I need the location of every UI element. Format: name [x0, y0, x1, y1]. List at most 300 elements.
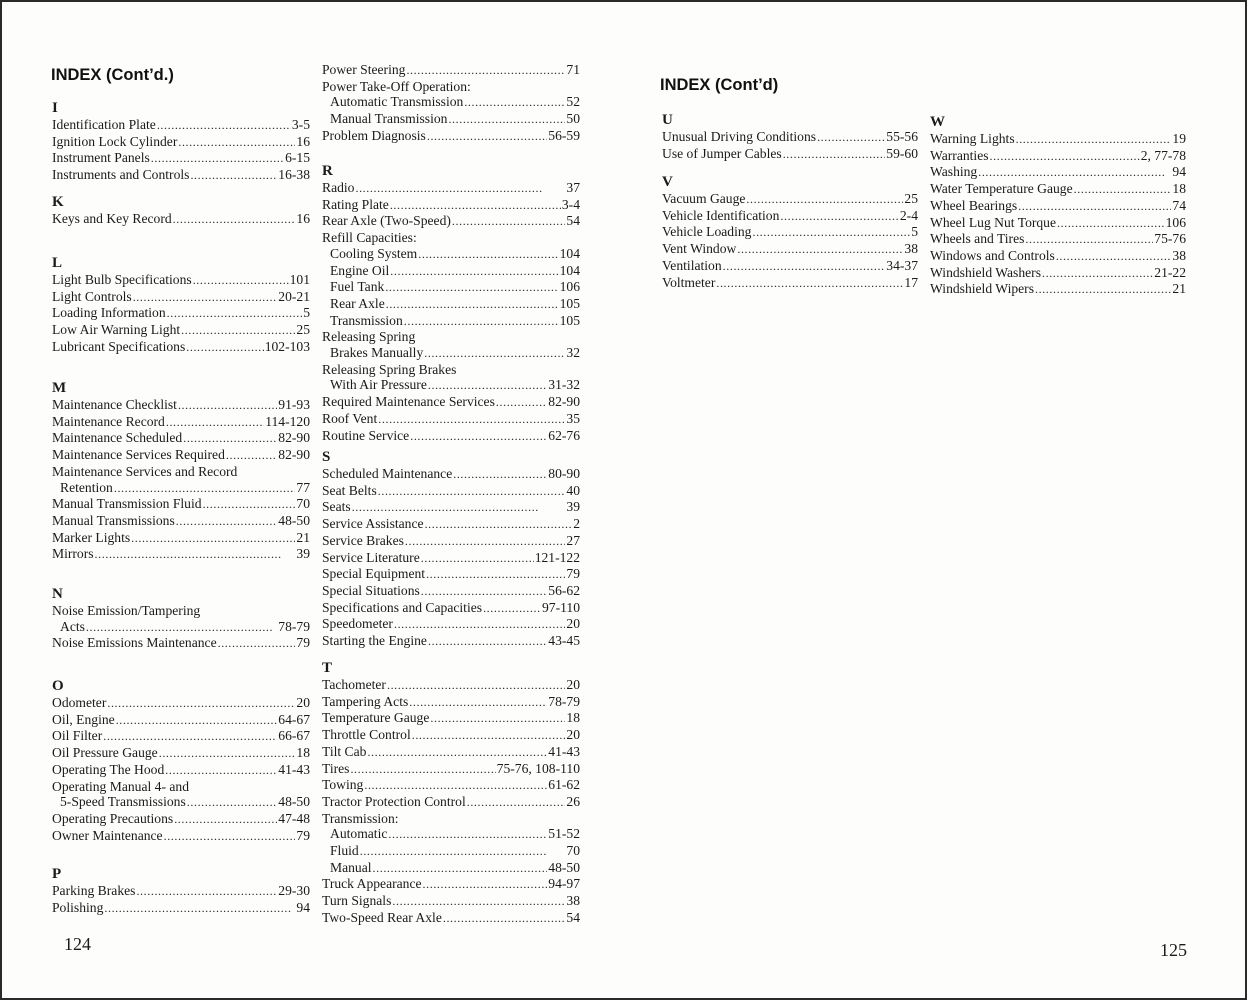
- entry-page-ref: 48-50: [548, 859, 580, 875]
- dot-leader: [452, 214, 566, 230]
- index-entry: [322, 377, 580, 394]
- index-section: [52, 678, 310, 844]
- index-section: [52, 255, 310, 356]
- entry-page-ref: 54: [566, 909, 580, 925]
- entry-title: Transmission: [330, 312, 403, 328]
- entry-title: Vehicle Loading: [662, 224, 752, 240]
- index-entry: [930, 131, 1186, 148]
- entry-title: Tractor Protection Control: [322, 793, 466, 809]
- index-entry: [322, 811, 580, 827]
- entry-page-ref: 105: [559, 295, 580, 311]
- dot-leader: [423, 877, 548, 893]
- entry-page-ref: 18: [566, 710, 580, 726]
- entry-page-ref: 79: [296, 635, 310, 651]
- right-index-column-1: [662, 112, 918, 290]
- entry-page-ref: 21-22: [1154, 264, 1186, 280]
- dot-leader: [390, 264, 558, 280]
- entry-title: Specifications and Capacities: [322, 599, 483, 615]
- entry-title: Rear Axle (Two-Speed): [322, 213, 451, 229]
- entry-title: Low Air Warning Light: [52, 322, 181, 338]
- entry-title: Mirrors: [52, 546, 94, 562]
- dot-leader: [136, 884, 277, 900]
- entry-page-ref: 16: [296, 133, 310, 149]
- index-entry: [322, 910, 580, 927]
- entry-page-ref: 50: [566, 111, 580, 127]
- entry-page-ref: 52: [566, 94, 580, 110]
- entry-title: Tampering Acts: [322, 693, 409, 709]
- index-entry: [322, 466, 580, 483]
- index-entry: [930, 148, 1186, 165]
- dot-leader: [378, 484, 566, 500]
- index-entry: [322, 313, 580, 330]
- index-entry: [322, 180, 580, 197]
- index-section: [52, 866, 310, 916]
- index-section: [322, 163, 580, 444]
- dot-leader: [386, 297, 559, 313]
- entry-title: Seats: [322, 499, 351, 515]
- entry-title: Ignition Lock Cylinder: [52, 133, 178, 149]
- entry-page-ref: 55-56: [886, 129, 918, 144]
- index-entry: [52, 546, 310, 563]
- index-section: [930, 114, 1186, 298]
- entry-title: Voltmeter: [662, 274, 716, 290]
- entry-title: Seat Belts: [322, 482, 377, 498]
- index-entry: [52, 134, 310, 151]
- entry-page-ref: 20: [566, 616, 580, 632]
- entry-page-ref: 78-79: [278, 618, 310, 634]
- entry-page-ref: 74: [1172, 197, 1186, 213]
- left-page-number: 124: [64, 934, 91, 954]
- index-entry: [322, 362, 580, 378]
- entry-title: Washing: [930, 164, 978, 180]
- entry-title: Manual Transmission: [330, 111, 448, 127]
- index-entry: [662, 129, 918, 146]
- dot-leader: [978, 165, 1171, 181]
- section-letter: U: [662, 112, 673, 128]
- entry-title: Transmission:: [322, 810, 399, 826]
- entry-page-ref: 82-90: [278, 430, 310, 446]
- index-section: [52, 380, 310, 563]
- entry-page-ref: 97-110: [541, 599, 580, 615]
- index-entry: [322, 516, 580, 533]
- dot-leader: [1042, 266, 1153, 282]
- dot-leader: [226, 448, 277, 464]
- entry-page-ref: 3-5: [291, 117, 310, 132]
- entry-title: Starting the Engine: [322, 633, 427, 649]
- entry-title: Manual Transmissions: [52, 512, 175, 528]
- entry-title: Fuel Tank: [330, 279, 385, 295]
- index-entry: [52, 339, 310, 356]
- index-entry: [322, 843, 580, 860]
- index-entry: [930, 231, 1186, 248]
- dot-leader: [430, 711, 565, 727]
- entry-page-ref: 79: [566, 566, 580, 582]
- dot-leader: [425, 517, 573, 533]
- dot-leader: [464, 95, 565, 111]
- index-entry: [322, 550, 580, 567]
- index-entry: [322, 230, 580, 246]
- dot-leader: [178, 135, 295, 151]
- dot-leader: [364, 778, 547, 794]
- entry-page-ref: 66-67: [278, 728, 310, 744]
- entry-page-ref: 5: [911, 224, 918, 240]
- dot-leader: [427, 129, 547, 145]
- entry-page-ref: 79: [296, 827, 310, 843]
- dot-leader: [404, 314, 559, 330]
- entry-page-ref: 38: [566, 893, 580, 909]
- entry-title: Use of Jumper Cables: [662, 145, 782, 161]
- index-entry: [52, 272, 310, 289]
- left-index-column-1: [52, 100, 310, 915]
- entry-title: Service Brakes: [322, 532, 404, 548]
- dot-leader: [190, 168, 277, 184]
- entry-page-ref: 59-60: [886, 145, 918, 161]
- dot-leader: [1018, 199, 1171, 215]
- dot-leader: [385, 280, 558, 296]
- index-entry: [52, 635, 310, 652]
- index-entry: [322, 600, 580, 617]
- entry-page-ref: 20: [566, 727, 580, 743]
- index-entry: [322, 633, 580, 650]
- left-page-heading: INDEX (Cont’d.): [51, 66, 174, 84]
- entry-title: Light Controls: [52, 288, 132, 304]
- entry-title: Light Bulb Specifications: [52, 272, 192, 287]
- index-entry: [322, 263, 580, 280]
- index-entry: [322, 710, 580, 727]
- index-entry: [322, 616, 580, 633]
- dot-leader: [103, 729, 277, 745]
- entry-page-ref: 16-38: [278, 167, 310, 183]
- entry-page-ref: 41-43: [278, 761, 310, 777]
- index-entry: [322, 694, 580, 711]
- entry-title: Noise Emission/Tampering: [52, 603, 201, 618]
- dot-leader: [448, 112, 565, 128]
- dot-leader: [409, 695, 547, 711]
- entry-title: Two-Speed Rear Axle: [322, 909, 442, 925]
- entry-page-ref: 91-93: [278, 397, 310, 412]
- index-entry: [52, 530, 310, 547]
- entry-page-ref: 77: [296, 479, 310, 495]
- entry-page-ref: 78-79: [548, 693, 580, 709]
- index-section: [52, 194, 310, 228]
- entry-title: Odometer: [52, 695, 107, 710]
- index-entry: [930, 265, 1186, 282]
- dot-leader: [350, 762, 495, 778]
- index-entry: [930, 198, 1186, 215]
- dot-leader: [1057, 216, 1165, 232]
- dot-leader: [167, 306, 303, 322]
- index-entry: [322, 583, 580, 600]
- dot-leader: [421, 584, 547, 600]
- dot-leader: [367, 745, 547, 761]
- entry-title: Temperature Gauge: [322, 710, 430, 726]
- dot-leader: [174, 812, 277, 828]
- dot-leader: [752, 225, 910, 241]
- dot-leader: [453, 467, 547, 483]
- entry-title: Maintenance Services Required: [52, 447, 225, 463]
- index-entry: [322, 345, 580, 362]
- index-entry: [322, 893, 580, 910]
- entry-title: Loading Information: [52, 305, 166, 321]
- index-entry: [52, 513, 310, 530]
- entry-title: Operating Manual 4- and: [52, 778, 190, 794]
- dot-leader: [817, 130, 885, 146]
- index-entry: [52, 603, 310, 619]
- index-entry: [662, 191, 918, 208]
- entry-page-ref: 21: [1172, 281, 1186, 297]
- index-entry: [322, 727, 580, 744]
- index-entry: [52, 430, 310, 447]
- dot-leader: [373, 861, 548, 877]
- dot-leader: [360, 844, 566, 860]
- entry-page-ref: 41-43: [548, 743, 580, 759]
- entry-title: Maintenance Checklist: [52, 397, 177, 412]
- entry-title: Turn Signals: [322, 893, 392, 909]
- index-entry: [52, 305, 310, 322]
- dot-leader: [990, 149, 1140, 165]
- dot-leader: [86, 620, 277, 636]
- dot-leader: [133, 290, 278, 306]
- entry-title: Maintenance Scheduled: [52, 430, 183, 446]
- entry-page-ref: 31-32: [548, 377, 580, 393]
- dot-leader: [166, 415, 264, 431]
- index-entry: [322, 79, 580, 95]
- entry-title: Operating The Hood: [52, 761, 165, 777]
- dot-leader: [181, 323, 295, 339]
- entry-page-ref: 34-37: [886, 257, 918, 273]
- dot-leader: [378, 412, 565, 428]
- dot-leader: [483, 601, 541, 617]
- dot-leader: [203, 497, 296, 513]
- section-letter: S: [322, 449, 331, 465]
- index-entry: [322, 876, 580, 893]
- index-entry: [322, 246, 580, 263]
- entry-page-ref: 18: [1172, 181, 1186, 197]
- entry-page-ref: 104: [559, 245, 580, 261]
- entry-page-ref: 32: [566, 345, 580, 361]
- dot-leader: [421, 551, 534, 567]
- dot-leader: [1035, 282, 1171, 298]
- right-page-number: 125: [1160, 940, 1187, 960]
- index-entry: [322, 860, 580, 877]
- dot-leader: [723, 259, 886, 275]
- section-letter: W: [930, 114, 945, 130]
- dot-leader: [405, 534, 565, 550]
- entry-page-ref: 29-30: [278, 883, 310, 898]
- entry-title: Required Maintenance Services: [322, 394, 495, 410]
- dot-leader: [164, 829, 296, 845]
- entry-page-ref: 106: [1165, 214, 1186, 230]
- index-entry: [52, 728, 310, 745]
- index-entry: [52, 150, 310, 167]
- index-entry: [52, 447, 310, 464]
- entry-page-ref: 80-90: [548, 466, 580, 481]
- entry-title: Manual Transmission Fluid: [52, 496, 202, 512]
- dot-leader: [388, 827, 547, 843]
- entry-title: Wheel Lug Nut Torque: [930, 214, 1057, 230]
- entry-title: 5-Speed Transmissions: [60, 794, 186, 810]
- entry-title: Windows and Controls: [930, 247, 1055, 263]
- dot-leader: [159, 746, 296, 762]
- entry-page-ref: 101: [289, 272, 310, 287]
- section-letter: N: [52, 586, 63, 602]
- entry-title: Refill Capacities:: [322, 230, 417, 246]
- entry-title: Towing: [322, 777, 364, 793]
- dot-leader: [131, 531, 295, 547]
- dot-leader: [780, 209, 898, 225]
- entry-page-ref: 39: [566, 499, 580, 515]
- entry-title: Parking Brakes: [52, 883, 136, 898]
- entry-page-ref: 105: [559, 312, 580, 328]
- entry-page-ref: 20: [296, 695, 310, 710]
- entry-title: Ventilation: [662, 257, 722, 273]
- entry-page-ref: 71: [566, 62, 580, 77]
- dot-leader: [186, 340, 263, 356]
- dot-leader: [394, 617, 565, 633]
- index-entry: [322, 394, 580, 411]
- entry-title: Service Assistance: [322, 516, 424, 532]
- entry-page-ref: 75-76, 108-110: [496, 760, 580, 776]
- entry-title: Engine Oil: [330, 262, 390, 278]
- entry-page-ref: 56-62: [548, 582, 580, 598]
- entry-page-ref: 121-122: [534, 549, 580, 565]
- index-entry: [52, 496, 310, 513]
- dot-leader: [193, 273, 289, 289]
- entry-title: Power Steering: [322, 62, 406, 77]
- entry-title: With Air Pressure: [330, 377, 427, 393]
- entry-title: Owner Maintenance: [52, 827, 163, 843]
- index-entry: [52, 619, 310, 636]
- entry-page-ref: 2: [573, 516, 580, 532]
- entry-page-ref: 94: [1172, 164, 1186, 180]
- entry-title: Oil Pressure Gauge: [52, 745, 158, 761]
- index-entry: [930, 281, 1186, 298]
- entry-page-ref: 102-103: [264, 338, 310, 354]
- dot-leader: [1025, 232, 1153, 248]
- index-entry: [930, 248, 1186, 265]
- dot-leader: [355, 181, 565, 197]
- index-entry: [322, 296, 580, 313]
- index-entry: [52, 828, 310, 845]
- entry-page-ref: 20-21: [278, 288, 310, 304]
- entry-title: Tires: [322, 760, 350, 776]
- entry-page-ref: 17: [904, 274, 918, 290]
- right-page-heading: INDEX (Cont’d): [660, 76, 779, 94]
- entry-title: Vent Window: [662, 241, 737, 257]
- right-index-column-2: [930, 114, 1186, 298]
- left-index-column-2: [322, 62, 580, 925]
- entry-page-ref: 64-67: [278, 711, 310, 727]
- entry-page-ref: 20: [566, 677, 580, 692]
- entry-page-ref: 70: [296, 496, 310, 512]
- entry-page-ref: 47-48: [278, 810, 310, 826]
- index-entry: [662, 241, 918, 258]
- dot-leader: [95, 547, 296, 563]
- dot-leader: [218, 636, 296, 652]
- dot-leader: [157, 118, 291, 134]
- dot-leader: [116, 713, 278, 729]
- dot-leader: [1074, 182, 1172, 198]
- index-entry: [322, 279, 580, 296]
- dot-leader: [1016, 132, 1172, 148]
- dot-leader: [746, 192, 903, 208]
- dot-leader: [104, 901, 295, 917]
- dot-leader: [173, 212, 296, 228]
- entry-title: Manual: [330, 859, 372, 875]
- entry-title: Speedometer: [322, 616, 393, 632]
- entry-title: Instrument Panels: [52, 150, 150, 166]
- entry-page-ref: 43-45: [548, 633, 580, 649]
- dot-leader: [428, 378, 547, 394]
- dot-leader: [783, 147, 886, 163]
- index-entry: [52, 811, 310, 828]
- entry-page-ref: 19: [1172, 131, 1186, 146]
- entry-title: Water Temperature Gauge: [930, 181, 1073, 197]
- entry-title: Noise Emissions Maintenance: [52, 635, 217, 651]
- dot-leader: [352, 500, 566, 516]
- entry-title: Routine Service: [322, 427, 410, 443]
- index-entry: [322, 533, 580, 550]
- index-entry: [322, 777, 580, 794]
- section-letter: V: [662, 174, 673, 190]
- entry-title: Maintenance Services and Record: [52, 463, 238, 479]
- entry-title: Releasing Spring: [322, 329, 416, 345]
- entry-page-ref: 18: [296, 745, 310, 761]
- index-section: [322, 660, 580, 927]
- entry-title: Tachometer: [322, 677, 386, 692]
- dot-leader: [178, 398, 277, 414]
- index-entry: [52, 762, 310, 779]
- entry-page-ref: 37: [566, 180, 580, 195]
- entry-page-ref: 5: [303, 305, 310, 321]
- index-entry: [322, 794, 580, 811]
- index-entry: [322, 677, 580, 694]
- index-entry: [322, 329, 580, 345]
- index-entry: [322, 197, 580, 214]
- entry-page-ref: 48-50: [278, 512, 310, 528]
- section-letter: O: [52, 678, 64, 694]
- entry-title: Radio: [322, 180, 355, 195]
- entry-title: Special Equipment: [322, 566, 426, 582]
- index-entry: [322, 499, 580, 516]
- section-letter: I: [52, 100, 58, 116]
- entry-page-ref: 70: [566, 843, 580, 859]
- index-entry: [322, 566, 580, 583]
- entry-title: Warning Lights: [930, 131, 1015, 146]
- index-entry: [52, 900, 310, 917]
- dot-leader: [424, 346, 565, 362]
- entry-title: Windshield Washers: [930, 264, 1041, 280]
- entry-page-ref: 82-90: [548, 394, 580, 410]
- index-entry: [52, 883, 310, 900]
- entry-title: Unusual Driving Conditions: [662, 129, 817, 144]
- entry-title: Automatic: [330, 826, 388, 842]
- entry-page-ref: 114-120: [265, 413, 310, 429]
- entry-title: Automatic Transmission: [330, 94, 464, 110]
- entry-title: Special Situations: [322, 582, 420, 598]
- dot-leader: [496, 395, 547, 411]
- entry-title: Oil, Engine: [52, 711, 115, 727]
- entry-page-ref: 75-76: [1154, 231, 1186, 247]
- index-entry: [52, 794, 310, 811]
- entry-page-ref: 27: [566, 532, 580, 548]
- section-letter: T: [322, 660, 333, 676]
- index-entry: [322, 62, 580, 79]
- index-entry: [52, 480, 310, 497]
- entry-title: Marker Lights: [52, 529, 131, 545]
- index-section: [662, 174, 918, 291]
- entry-page-ref: 25: [904, 191, 918, 206]
